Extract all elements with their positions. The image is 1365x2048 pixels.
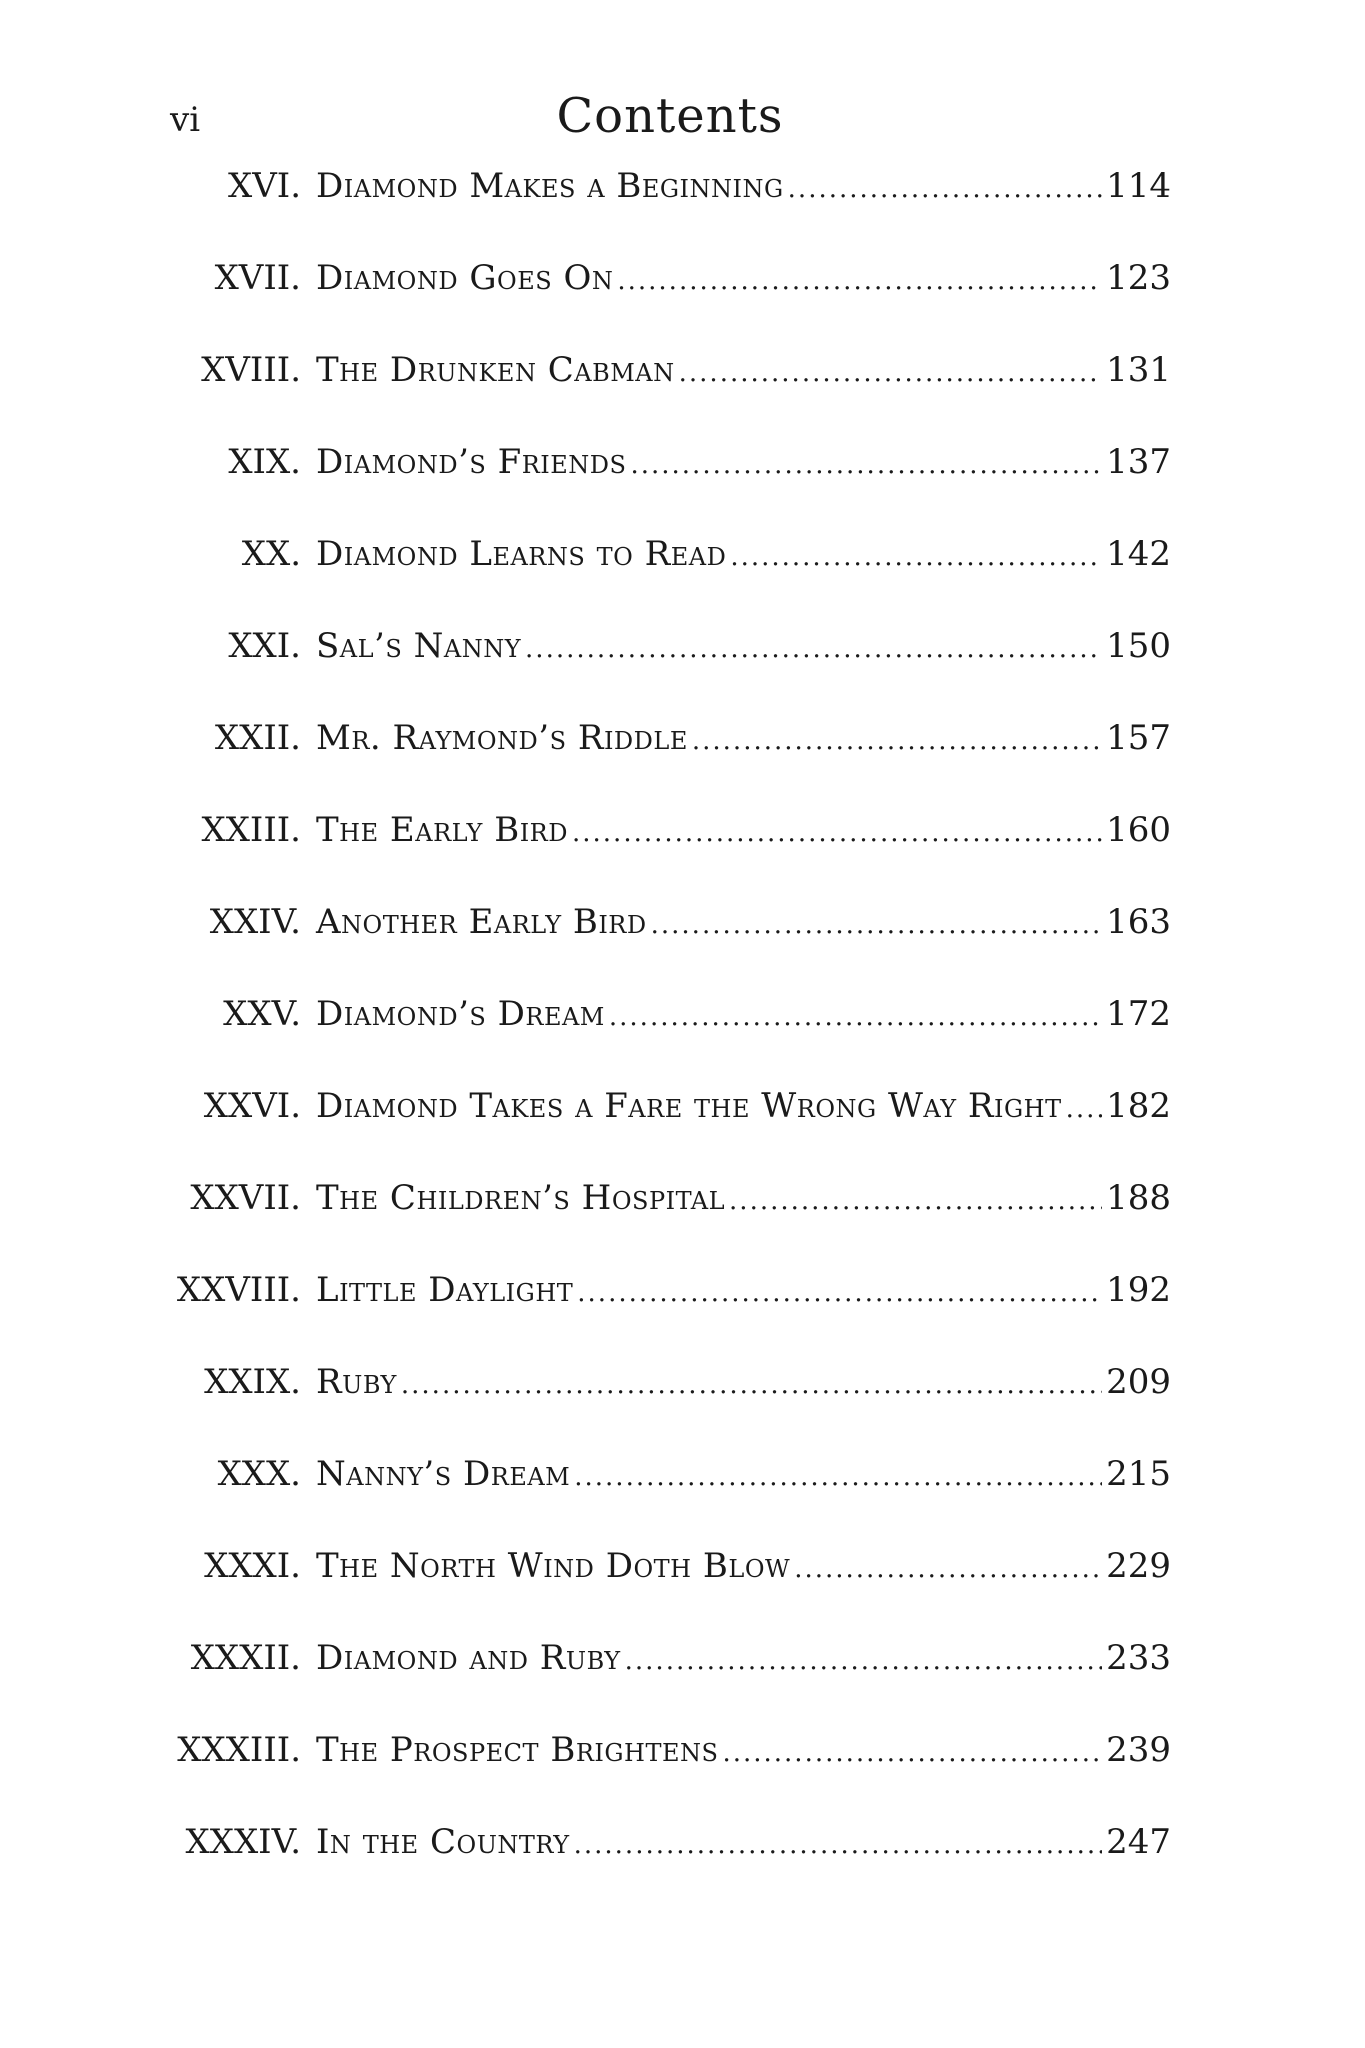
chapter-number: XXXIII. <box>177 1730 301 1770</box>
toc-line <box>316 1266 1171 1317</box>
chapter-number: XXXI. <box>204 1546 301 1586</box>
toc-entry <box>0 1818 1365 1910</box>
chapter-page-number: 172 <box>1106 994 1171 1034</box>
toc-line <box>316 1358 1171 1409</box>
chapter-title: Another Early Bird <box>316 902 647 942</box>
toc-line <box>316 1542 1171 1593</box>
dot-leader <box>722 1729 1102 1777</box>
chapter-number: XXV. <box>223 994 301 1034</box>
toc-entry <box>0 1634 1365 1726</box>
toc-entry <box>0 254 1365 346</box>
toc-line <box>316 622 1171 673</box>
chapter-number: XXII. <box>214 718 301 758</box>
chapter-number: XXVIII. <box>176 1270 301 1310</box>
toc-line <box>316 1450 1171 1501</box>
toc-line <box>316 1726 1171 1777</box>
toc-entry <box>0 622 1365 714</box>
chapter-title: The Prospect Brightens <box>316 1730 719 1770</box>
toc-line <box>316 438 1171 489</box>
dot-leader <box>617 257 1102 305</box>
chapter-title: The Children’s Hospital <box>316 1178 726 1218</box>
chapter-title: Mr. Raymond’s Riddle <box>316 718 688 758</box>
toc-entry <box>0 1726 1365 1818</box>
toc-entry <box>0 714 1365 806</box>
chapter-title: Diamond’s Friends <box>316 442 627 482</box>
toc-line <box>316 1082 1171 1133</box>
chapter-page-number: 150 <box>1106 626 1171 666</box>
chapter-number: XVII. <box>214 258 301 298</box>
table-of-contents <box>0 162 1365 1910</box>
toc-entry <box>0 162 1365 254</box>
toc-entry <box>0 990 1365 1082</box>
chapter-title: Diamond Takes a Fare the Wrong Way Right <box>316 1086 1062 1126</box>
chapter-page-number: 123 <box>1106 258 1171 298</box>
chapter-page-number: 239 <box>1106 1730 1171 1770</box>
chapter-page-number: 131 <box>1106 350 1171 390</box>
chapter-title: Sal’s Nanny <box>316 626 522 666</box>
chapter-page-number: 188 <box>1106 1178 1171 1218</box>
chapter-number: XVIII. <box>201 350 301 390</box>
dot-leader <box>730 533 1102 581</box>
dot-leader <box>794 1545 1102 1593</box>
chapter-page-number: 157 <box>1106 718 1171 758</box>
toc-line <box>316 1634 1171 1685</box>
toc-line <box>316 346 1171 397</box>
chapter-title: Ruby <box>316 1362 397 1402</box>
dot-leader <box>1066 1085 1102 1133</box>
chapter-title: In the Country <box>316 1822 570 1862</box>
chapter-title: Little Daylight <box>316 1270 574 1310</box>
dot-leader <box>577 1269 1102 1317</box>
page-title: Contents <box>556 88 784 144</box>
chapter-title: The Drunken Cabman <box>316 350 675 390</box>
dot-leader <box>679 349 1102 397</box>
toc-line <box>316 898 1171 949</box>
chapter-title: Diamond and Ruby <box>316 1638 621 1678</box>
chapter-number: XVI. <box>228 166 301 206</box>
toc-entry <box>0 346 1365 438</box>
chapter-title: Diamond Goes On <box>316 258 614 298</box>
chapter-number: XXXII. <box>190 1638 301 1678</box>
chapter-page-number: 229 <box>1106 1546 1171 1586</box>
chapter-number: XXVII. <box>190 1178 301 1218</box>
dot-leader <box>692 717 1102 765</box>
toc-line <box>316 806 1171 857</box>
chapter-title: Diamond Learns to Read <box>316 534 727 574</box>
toc-line <box>316 530 1171 581</box>
dot-leader <box>630 441 1102 489</box>
chapter-page-number: 163 <box>1106 902 1171 942</box>
dot-leader <box>574 1821 1102 1869</box>
dot-leader <box>788 165 1102 213</box>
dot-leader <box>729 1177 1102 1225</box>
chapter-number: XXI. <box>228 626 301 666</box>
dot-leader <box>574 1453 1102 1501</box>
chapter-number: XXXIV. <box>185 1822 301 1862</box>
chapter-title: Diamond’s Dream <box>316 994 605 1034</box>
toc-entry <box>0 530 1365 622</box>
chapter-page-number: 114 <box>1106 166 1171 206</box>
chapter-page-number: 142 <box>1106 534 1171 574</box>
chapter-page-number: 182 <box>1106 1086 1171 1126</box>
chapter-number: XXIX. <box>204 1362 301 1402</box>
toc-entry <box>0 1450 1365 1542</box>
toc-line <box>316 990 1171 1041</box>
dot-leader <box>609 993 1102 1041</box>
chapter-page-number: 160 <box>1106 810 1171 850</box>
toc-entry <box>0 1542 1365 1634</box>
chapter-page-number: 192 <box>1106 1270 1171 1310</box>
chapter-title: Nanny’s Dream <box>316 1454 571 1494</box>
chapter-page-number: 209 <box>1106 1362 1171 1402</box>
chapter-title: Diamond Makes a Beginning <box>316 166 784 206</box>
chapter-number: XX. <box>241 534 301 574</box>
dot-leader <box>625 1637 1102 1685</box>
chapter-page-number: 215 <box>1106 1454 1171 1494</box>
chapter-title: The Early Bird <box>316 810 568 850</box>
toc-entry <box>0 1266 1365 1358</box>
chapter-number: XIX. <box>228 442 301 482</box>
chapter-page-number: 233 <box>1106 1638 1171 1678</box>
toc-line <box>316 1174 1171 1225</box>
chapter-page-number: 247 <box>1106 1822 1171 1862</box>
dot-leader <box>651 901 1102 949</box>
toc-entry <box>0 1082 1365 1174</box>
toc-line <box>316 1818 1171 1869</box>
toc-line <box>316 714 1171 765</box>
toc-entry <box>0 806 1365 898</box>
chapter-number: XXIV. <box>209 902 301 942</box>
toc-entry <box>0 438 1365 530</box>
toc-line <box>316 254 1171 305</box>
chapter-page-number: 137 <box>1106 442 1171 482</box>
toc-entry <box>0 1358 1365 1450</box>
chapter-number: XXVI. <box>203 1086 301 1126</box>
toc-line <box>316 162 1171 213</box>
chapter-number: XXIII. <box>201 810 301 850</box>
page-number: vi <box>170 100 201 140</box>
chapter-number: XXX. <box>217 1454 301 1494</box>
dot-leader <box>525 625 1102 673</box>
toc-entry <box>0 898 1365 990</box>
dot-leader <box>572 809 1102 857</box>
dot-leader <box>401 1361 1102 1409</box>
toc-entry <box>0 1174 1365 1266</box>
chapter-title: The North Wind Doth Blow <box>316 1546 791 1586</box>
